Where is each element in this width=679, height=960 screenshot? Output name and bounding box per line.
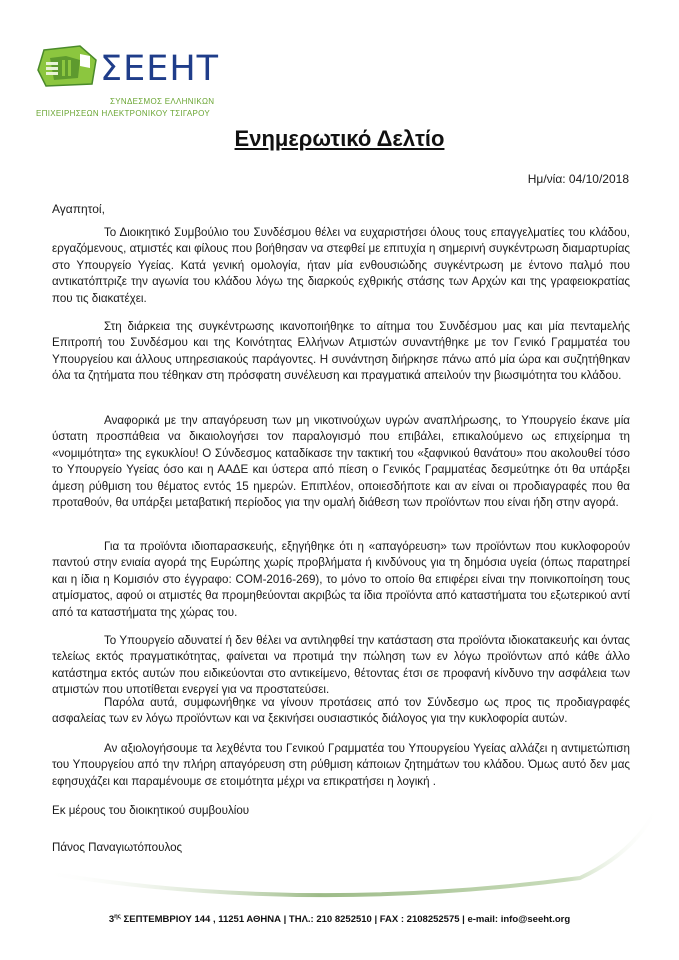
paragraph	[52, 225, 630, 307]
paragraph-text: Το Υπουργείο αδυνατεί ή δεν θέλει να αντιληφθεί την κατάσταση στα προϊόντα ιδιοκατακευής και όντας τελείως εκτός πραγματικότητας, φαίνεται να προτιμά την πώληση των εν λόγω προϊόντων από κάθε άλλο κατάστημα εκτός αυτών που ειδικεύονται στο αντικείμενο, θέτοντας έτσι σε προφανή κίνδυνο την ασφάλεια των ατμιστών που υποτίθεται ενεργεί για να προστατεύσει.	[52, 634, 630, 697]
footer-text: ΣΕΠΤΕΜΒΡΙΟΥ 144 , 11251 ΑΘΗΝΑ | ΤΗΛ.: 210 8252510 | FAX : 2108252575 | e-mail: info@seeht.org	[120, 914, 571, 926]
organization-logo	[36, 38, 220, 118]
footer-ordinal: ης	[114, 914, 121, 920]
logo-subtitle-2: ΕΠΙΧΕΙΡΗΣΕΩΝ ΗΛΕΚΤΡΟΝΙΚΟΥ ΤΣΙΓΑΡΟΥ	[36, 109, 211, 118]
document-date: Ημ/νία: 04/10/2018	[527, 172, 629, 186]
paragraph-text: Το Διοικητικό Συμβούλιο του Συνδέσμου θέλει να ευχαριστήσει όλους τους επαγγελματίες του κλάδου, εργαζόμενους, ατμιστές και φίλους που βοήθησαν να στεφθεί με επιτυχία η σημερινή συγκέντρωση διαμαρτυρίας στο Υπουργείο Υγείας. Κατά γενική ομολογία, ήταν μία ενθουσιώδης συγκέντρωση με έντονο παλμό που αντικατόπτριζε την αγωνία του κλάδου λόγω της διαρκούς εχθρικής στάσης των Αρχών και της γραφειοκρατίας που τις διακατέχει.	[52, 226, 630, 305]
logo-name: ΣΕΕΗΤ	[100, 49, 220, 89]
paragraph	[52, 413, 630, 511]
paragraph	[52, 695, 630, 728]
handshake-logo-icon	[36, 44, 98, 88]
decorative-swoosh	[0, 780, 679, 910]
paragraph	[52, 633, 630, 699]
paragraph-text: Στη διάρκεια της συγκέντρωσης ικανοποιήθηκε το αίτημα του Συνδέσμου μας και μία πενταμελής Επιτροπή του Συνδέσμου και της Κοινότητας Ελλήνων Ατμιστών συναντήθηκε με τον Γενικό Γραμματέα του Υπουργείου και άλλους υπηρεσιακούς παράγοντες. Η συνάντηση διήρκησε πάνω από μία ώρα και συζητήθηκαν όλα τα ζητήματα που τέθηκαν στη πρόσφατη συνέλευση και πραγματικά απειλούν την βιωσιμότητα του κλάδου.	[52, 320, 630, 383]
greeting: Αγαπητοί,	[52, 202, 105, 216]
document-title: Ενημερωτικό Δελτίο	[234, 126, 445, 151]
paragraph-text: Για τα προϊόντα ιδιοπαρασκευής, εξηγήθηκε ότι η «απαγόρευση» των προϊόντων που κυκλοφορούν παντού στην ενιαία αγορά της Ευρώπης χωρίς προβλήματα ή κινδύνους για τη δημόσια υγεία (όπως παρατηρεί και η ίδια η Κομισιόν στο έγγραφο: COM-2016-269), το μόνο το οποίο θα επιφέρει είναι την ποινικοποίηση τους ατμίσματος, αφού οι ατμιστές θα προμηθεύονται ακριβώς τα ίδια προϊόντα από καταστήματα του εξωτερικού αντί από τα καταστήματα της χώρας του.	[52, 540, 630, 619]
paragraph	[52, 319, 630, 385]
signature: Πάνος Παναγιωτόπουλος	[52, 841, 183, 854]
logo-subtitle-1: ΣΥΝΔΕΣΜΟΣ ΕΛΛΗΝΙΚΩΝ	[110, 97, 215, 106]
paragraph-text: Παρόλα αυτά, συμφωνήθηκε να γίνουν προτάσεις από τον Σύνδεσμο ως προς τις προδιαγραφές ασφαλείας των εν λόγω προϊόντων και να ξεκινήσει ουσιαστικός διάλογος για την κυκλοφορία αυτών.	[52, 696, 630, 726]
footer-street-number: 3	[108, 914, 115, 926]
paragraph-text: Αναφορικά με την απαγόρευση των μη νικοτινούχων υγρών αναπλήρωσης, το Υπουργείο έκανε μία ύστατη προσπάθεια να δικαιολογήσει τον παραλογισμό που επιβάλει, επικαλούμενο ως επιχείρημα τη «νομιμότητα» της εγκυκλίου! Ο Σύνδεσμος καταδίκασε την τακτική του «ξαφνικού θανάτου» που ακολουθεί τόσο το Υπουργείο Υγείας όσο και η ΑΑΔΕ και ύστερα από πίεση ο Γενικός Γραμματέας δεσμεύτηκε ότι θα υπάρξει άμεση ρύθμιση του θέματος εντός 15 ημερών. Επιπλέον, οποιεσδήποτε και αν είναι οι προδιαγραφές που θα προταθούν, θα υπάρξει μεταβατική περίοδος για την ομαλή διάθεση των προϊόντων που είναι ήδη στην αγορά.	[52, 414, 630, 510]
closing-line: Εκ μέρους του διοικητικού συμβουλίου	[52, 804, 250, 817]
footer-contact	[0, 914, 679, 925]
paragraph-text: Αν αξιολογήσουμε τα λεχθέντα του Γενικού Γραμματέα του Υπουργείου Υγείας αλλάζει η αντιμετώπιση του Υπουργείου από την πλήρη απαγόρευση στη ρύθμιση κάποιων ζητημάτων του κλάδου. Όμως αυτό δεν μας εφησυχάζει και παραμένουμε σε ετοιμότητα μέχρι να επικρατήσει η λογική .	[52, 742, 630, 788]
paragraph	[52, 539, 630, 621]
